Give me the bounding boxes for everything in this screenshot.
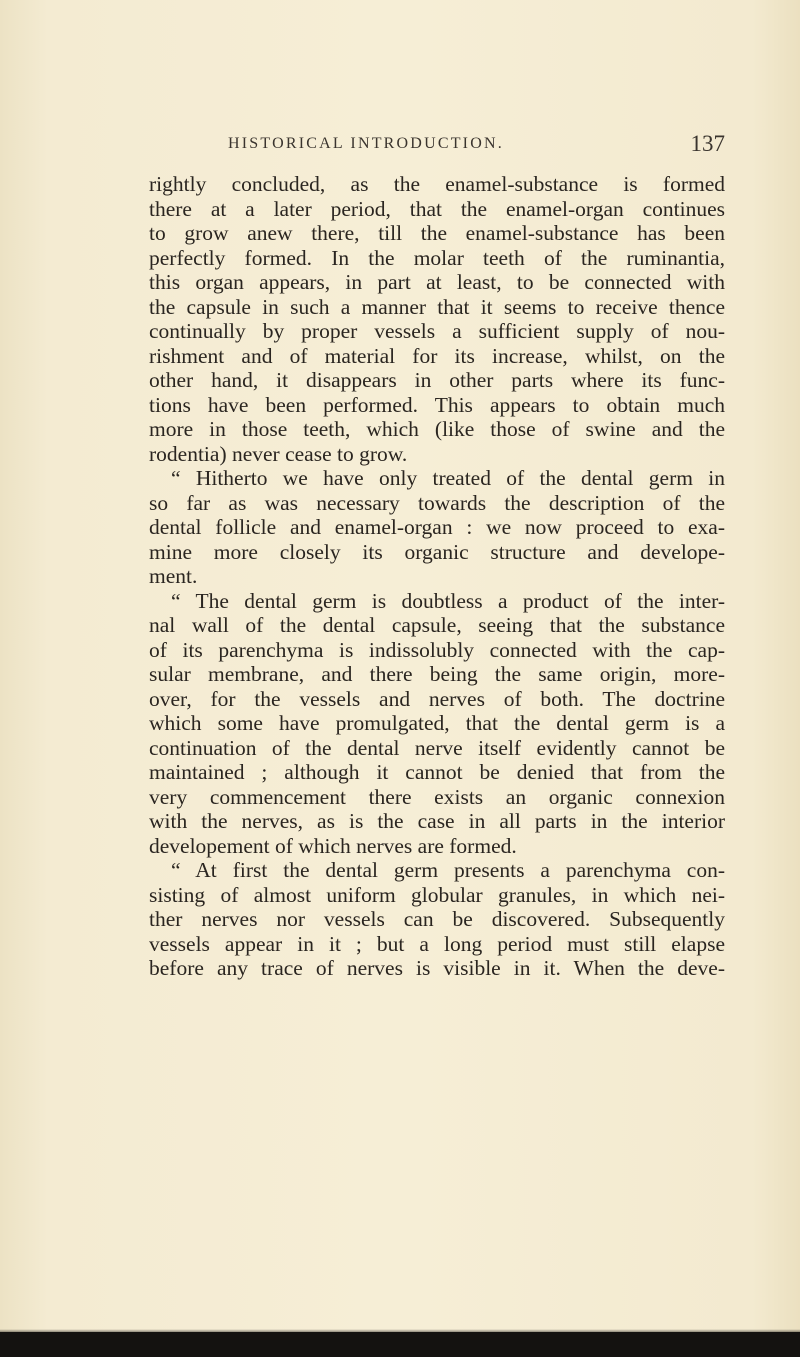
text-line: rightly concluded, as the enamel-substance is formed xyxy=(149,172,725,196)
text-line: over, for the vessels and nerves of both. The doctrine xyxy=(149,686,725,711)
text-line: the capsule in such a manner that it seems to receive thence xyxy=(149,294,725,319)
text-line: sular membrane, and there being the same origin, more- xyxy=(149,662,725,686)
body-text xyxy=(149,172,725,981)
text-line: “ The dental germ is doubtless a product of the inter- xyxy=(171,588,725,613)
text-line: continually by proper vessels a sufficient supply of nou- xyxy=(149,319,725,343)
text-line: more in those teeth, which (like those of swine and the xyxy=(149,417,725,441)
text-line: nal wall of the dental capsule, seeing that the substance xyxy=(149,613,725,637)
text-line: developement of which nerves are formed. xyxy=(149,833,517,858)
text-line: other hand, it disappears in other parts where its func- xyxy=(149,368,725,392)
text-line: sisting of almost uniform globular granules, in which nei- xyxy=(149,882,725,907)
text-line: with the nerves, as is the case in all parts in the interior xyxy=(149,809,725,833)
text-line: “ At first the dental germ presents a parenchyma con- xyxy=(171,858,725,882)
text-line: before any trace of nerves is visible in it. When the deve- xyxy=(149,956,725,980)
text-line: to grow anew there, till the enamel-substance has been xyxy=(149,221,725,245)
text-line: this organ appears, in part at least, to be connected with xyxy=(149,270,725,294)
running-title: HISTORICAL INTRODUCTION. xyxy=(228,135,504,152)
text-line: there at a later period, that the enamel-organ continues xyxy=(149,196,725,221)
text-line: of its parenchyma is indissolubly connected with the cap- xyxy=(149,637,725,662)
text-line: dental follicle and enamel-organ : we now proceed to exa- xyxy=(149,515,725,539)
text-line: tions have been performed. This appears to obtain much xyxy=(149,392,725,417)
page-number: 137 xyxy=(690,131,725,156)
scan-bottom-edge xyxy=(0,1332,800,1357)
running-header xyxy=(228,131,725,161)
text-line: perfectly formed. In the molar teeth of the ruminantia, xyxy=(149,245,725,270)
text-line: very commencement there exists an organic connexion xyxy=(149,784,725,809)
text-line: “ Hitherto we have only treated of the dental germ in xyxy=(171,466,725,490)
text-line: maintained ; although it cannot be denied that from the xyxy=(149,760,725,784)
text-line: so far as was necessary towards the description of the xyxy=(149,490,725,515)
text-line: ment. xyxy=(149,564,198,588)
text-line: rishment and of material for its increase, whilst, on the xyxy=(149,343,725,368)
text-line: which some have promulgated, that the dental germ is a xyxy=(149,711,725,735)
text-line: ther nerves nor vessels can be discovered. Subsequently xyxy=(149,907,725,931)
text-line: continuation of the dental nerve itself evidently cannot be xyxy=(149,735,725,760)
text-line: mine more closely its organic structure and develope- xyxy=(149,539,725,564)
text-line: rodentia) never cease to grow. xyxy=(149,441,408,466)
text-line: vessels appear in it ; but a long period must still elapse xyxy=(149,931,725,956)
